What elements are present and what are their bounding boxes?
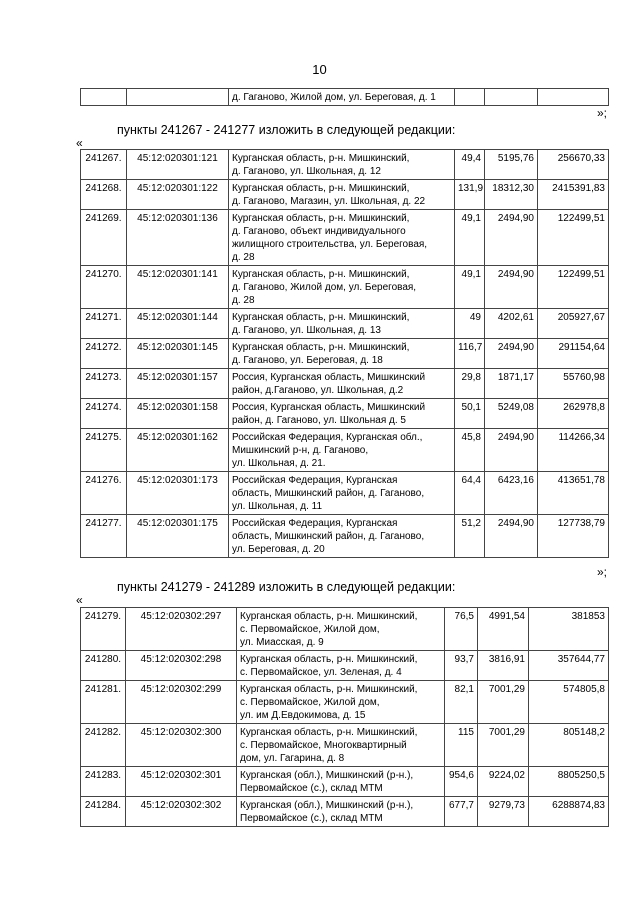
table-row	[81, 180, 609, 210]
table-row	[81, 150, 609, 180]
cell-total: 256670,33	[538, 150, 609, 180]
cell-num: 241269.	[81, 210, 127, 266]
table-row	[81, 210, 609, 266]
cell-num: 241273.	[81, 369, 127, 399]
cell-cadastral: 45:12:020301:158	[127, 399, 229, 429]
cell-description: Россия, Курганская область, Мишкинский район, д. Гаганово, ул. Школьная д. 5	[229, 399, 455, 429]
cell-area: 49,1	[455, 266, 485, 309]
cell-num: 241268.	[81, 180, 127, 210]
cell-cadastral: 45:12:020301:144	[127, 309, 229, 339]
cell-price: 9279,73	[478, 797, 529, 827]
cell-cadastral: 45:12:020302:299	[126, 681, 237, 724]
cell-total: 2415391,83	[538, 180, 609, 210]
cell-total: 574805,8	[529, 681, 609, 724]
section1-instruction: пункты 241267 - 241277 изложить в следующей редакции:	[117, 123, 456, 137]
cell-cadastral: 45:12:020302:297	[126, 608, 237, 651]
cell-price: 2494,90	[485, 429, 538, 472]
cell-description: Курганская область, р-н. Мишкинский, с. Первомайское, Жилой дом, ул. Миасская, д. 9	[237, 608, 445, 651]
cell-num: 241283.	[81, 767, 126, 797]
cell-cadastral: 45:12:020301:162	[127, 429, 229, 472]
table-row	[81, 515, 609, 558]
cell-num: 241281.	[81, 681, 126, 724]
cell-price: 2494,90	[485, 210, 538, 266]
cell-description: Российская Федерация, Курганская область, Мишкинский район, д. Гаганово, ул. Школьная, д. 11	[229, 472, 455, 515]
cell-area	[455, 89, 485, 106]
cell-total: 8805250,5	[529, 767, 609, 797]
table-row	[81, 369, 609, 399]
cell-description: Курганская область, р-н. Мишкинский, д. Гаганово, ул. Береговая, д. 18	[229, 339, 455, 369]
cell-description: Российская Федерация, Курганская обл., Мишкинский р-н, д. Гаганово, ул. Школьная, д. 21.	[229, 429, 455, 472]
cell-area: 29,8	[455, 369, 485, 399]
cell-cadastral: 45:12:020301:175	[127, 515, 229, 558]
table-row	[81, 339, 609, 369]
cell-area: 49,4	[455, 150, 485, 180]
cell-cadastral: 45:12:020302:301	[126, 767, 237, 797]
cell-num: 241274.	[81, 399, 127, 429]
table-row	[81, 797, 609, 827]
cell-num: 241279.	[81, 608, 126, 651]
cell-description: Курганская область, р-н. Мишкинский, д. Гаганово, ул. Школьная, д. 13	[229, 309, 455, 339]
cell-price: 1871,17	[485, 369, 538, 399]
cell-description: Российская Федерация, Курганская область, Мишкинский район, д. Гаганово, ул. Береговая, д. 20	[229, 515, 455, 558]
cell-price: 7001,29	[478, 724, 529, 767]
cell-price: 5249,08	[485, 399, 538, 429]
cell-cadastral: 45:12:020301:136	[127, 210, 229, 266]
cell-num: 241272.	[81, 339, 127, 369]
table-row	[81, 472, 609, 515]
table-row	[81, 309, 609, 339]
cell-num: 241275.	[81, 429, 127, 472]
cell-price: 7001,29	[478, 681, 529, 724]
cell-price: 18312,30	[485, 180, 538, 210]
cell-cadastral: 45:12:020302:302	[126, 797, 237, 827]
table-row	[81, 608, 609, 651]
cell-area: 45,8	[455, 429, 485, 472]
cell-total: 805148,2	[529, 724, 609, 767]
cell-total: 262978,8	[538, 399, 609, 429]
opening-quote-2: «	[76, 593, 83, 607]
closing-quote: »;	[597, 106, 608, 120]
cell-area: 82,1	[445, 681, 478, 724]
page-number: 10	[312, 62, 327, 77]
cell-cadastral: 45:12:020301:157	[127, 369, 229, 399]
cell-area: 131,9	[455, 180, 485, 210]
cell-price: 2494,90	[485, 515, 538, 558]
cell-total: 291154,64	[538, 339, 609, 369]
cell-cadastral	[127, 89, 229, 106]
table-row	[81, 266, 609, 309]
cell-area: 677,7	[445, 797, 478, 827]
cell-total: 122499,51	[538, 266, 609, 309]
cell-total: 114266,34	[538, 429, 609, 472]
cell-description: Курганская область, р-н. Мишкинский, д. Гаганово, объект индивидуального жилищного строительства, ул. Береговая, д. 28	[229, 210, 455, 266]
closing-quote-2: »;	[597, 565, 608, 579]
cell-area: 50,1	[455, 399, 485, 429]
cell-num: 241282.	[81, 724, 126, 767]
cell-area: 954,6	[445, 767, 478, 797]
cell-price: 4991,54	[478, 608, 529, 651]
cell-price: 4202,61	[485, 309, 538, 339]
cell-description: Курганская область, р-н. Мишкинский, д. Гаганово, ул. Школьная, д. 12	[229, 150, 455, 180]
cell-total: 357644,77	[529, 651, 609, 681]
opening-quote: «	[76, 136, 83, 150]
cell-price: 2494,90	[485, 266, 538, 309]
cell-description: Россия, Курганская область, Мишкинский район, д.Гаганово, ул. Школьная, д.2	[229, 369, 455, 399]
cell-area: 115	[445, 724, 478, 767]
cell-total: 6288874,83	[529, 797, 609, 827]
cell-price: 9224,02	[478, 767, 529, 797]
section2-instruction: пункты 241279 - 241289 изложить в следующей редакции:	[117, 580, 456, 594]
cell-num	[81, 89, 127, 106]
cell-description: Курганская (обл.), Мишкинский (р-н.), Первомайское (с.), склад МТМ	[237, 797, 445, 827]
cell-cadastral: 45:12:020302:300	[126, 724, 237, 767]
cell-total: 413651,78	[538, 472, 609, 515]
cell-area: 116,7	[455, 339, 485, 369]
continuation-table	[80, 88, 609, 106]
cell-price: 3816,91	[478, 651, 529, 681]
cell-area: 64,4	[455, 472, 485, 515]
cell-description: Курганская область, р-н. Мишкинский, с. Первомайское, Многоквартирный дом, ул. Гагарина, д. 8	[237, 724, 445, 767]
cell-total	[538, 89, 609, 106]
cell-cadastral: 45:12:020301:141	[127, 266, 229, 309]
cell-num: 241270.	[81, 266, 127, 309]
cell-total: 381853	[529, 608, 609, 651]
table-row	[81, 89, 609, 106]
section2-table	[80, 607, 609, 827]
cell-cadastral: 45:12:020301:173	[127, 472, 229, 515]
cell-area: 76,5	[445, 608, 478, 651]
cell-num: 241280.	[81, 651, 126, 681]
table-row	[81, 767, 609, 797]
cell-num: 241271.	[81, 309, 127, 339]
section1-table	[80, 149, 609, 558]
cell-total: 205927,67	[538, 309, 609, 339]
table-row	[81, 651, 609, 681]
cell-num: 241284.	[81, 797, 126, 827]
cell-area: 51,2	[455, 515, 485, 558]
table-row	[81, 399, 609, 429]
cell-num: 241277.	[81, 515, 127, 558]
cell-total: 127738,79	[538, 515, 609, 558]
cell-description: д. Гаганово, Жилой дом, ул. Береговая, д. 1	[229, 89, 455, 106]
cell-price: 2494,90	[485, 339, 538, 369]
cell-area: 49	[455, 309, 485, 339]
cell-price: 6423,16	[485, 472, 538, 515]
cell-area: 49,1	[455, 210, 485, 266]
cell-total: 122499,51	[538, 210, 609, 266]
cell-price: 5195,76	[485, 150, 538, 180]
cell-num: 241276.	[81, 472, 127, 515]
cell-area: 93,7	[445, 651, 478, 681]
cell-cadastral: 45:12:020301:121	[127, 150, 229, 180]
cell-price	[485, 89, 538, 106]
table-row	[81, 724, 609, 767]
cell-num: 241267.	[81, 150, 127, 180]
cell-description: Курганская область, р-н. Мишкинский, с. Первомайское, ул. Зеленая, д. 4	[237, 651, 445, 681]
cell-cadastral: 45:12:020302:298	[126, 651, 237, 681]
cell-description: Курганская (обл.), Мишкинский (р-н.), Первомайское (с.), склад МТМ	[237, 767, 445, 797]
cell-cadastral: 45:12:020301:122	[127, 180, 229, 210]
cell-description: Курганская область, р-н. Мишкинский, д. Гаганово, Магазин, ул. Школьная, д. 22	[229, 180, 455, 210]
cell-description: Курганская область, р-н. Мишкинский, д. Гаганово, Жилой дом, ул. Береговая, д. 28	[229, 266, 455, 309]
table-row	[81, 429, 609, 472]
table-row	[81, 681, 609, 724]
cell-total: 55760,98	[538, 369, 609, 399]
cell-description: Курганская область, р-н. Мишкинский, с. Первомайское, Жилой дом, ул. им Д.Евдокимова, д. 15	[237, 681, 445, 724]
cell-cadastral: 45:12:020301:145	[127, 339, 229, 369]
